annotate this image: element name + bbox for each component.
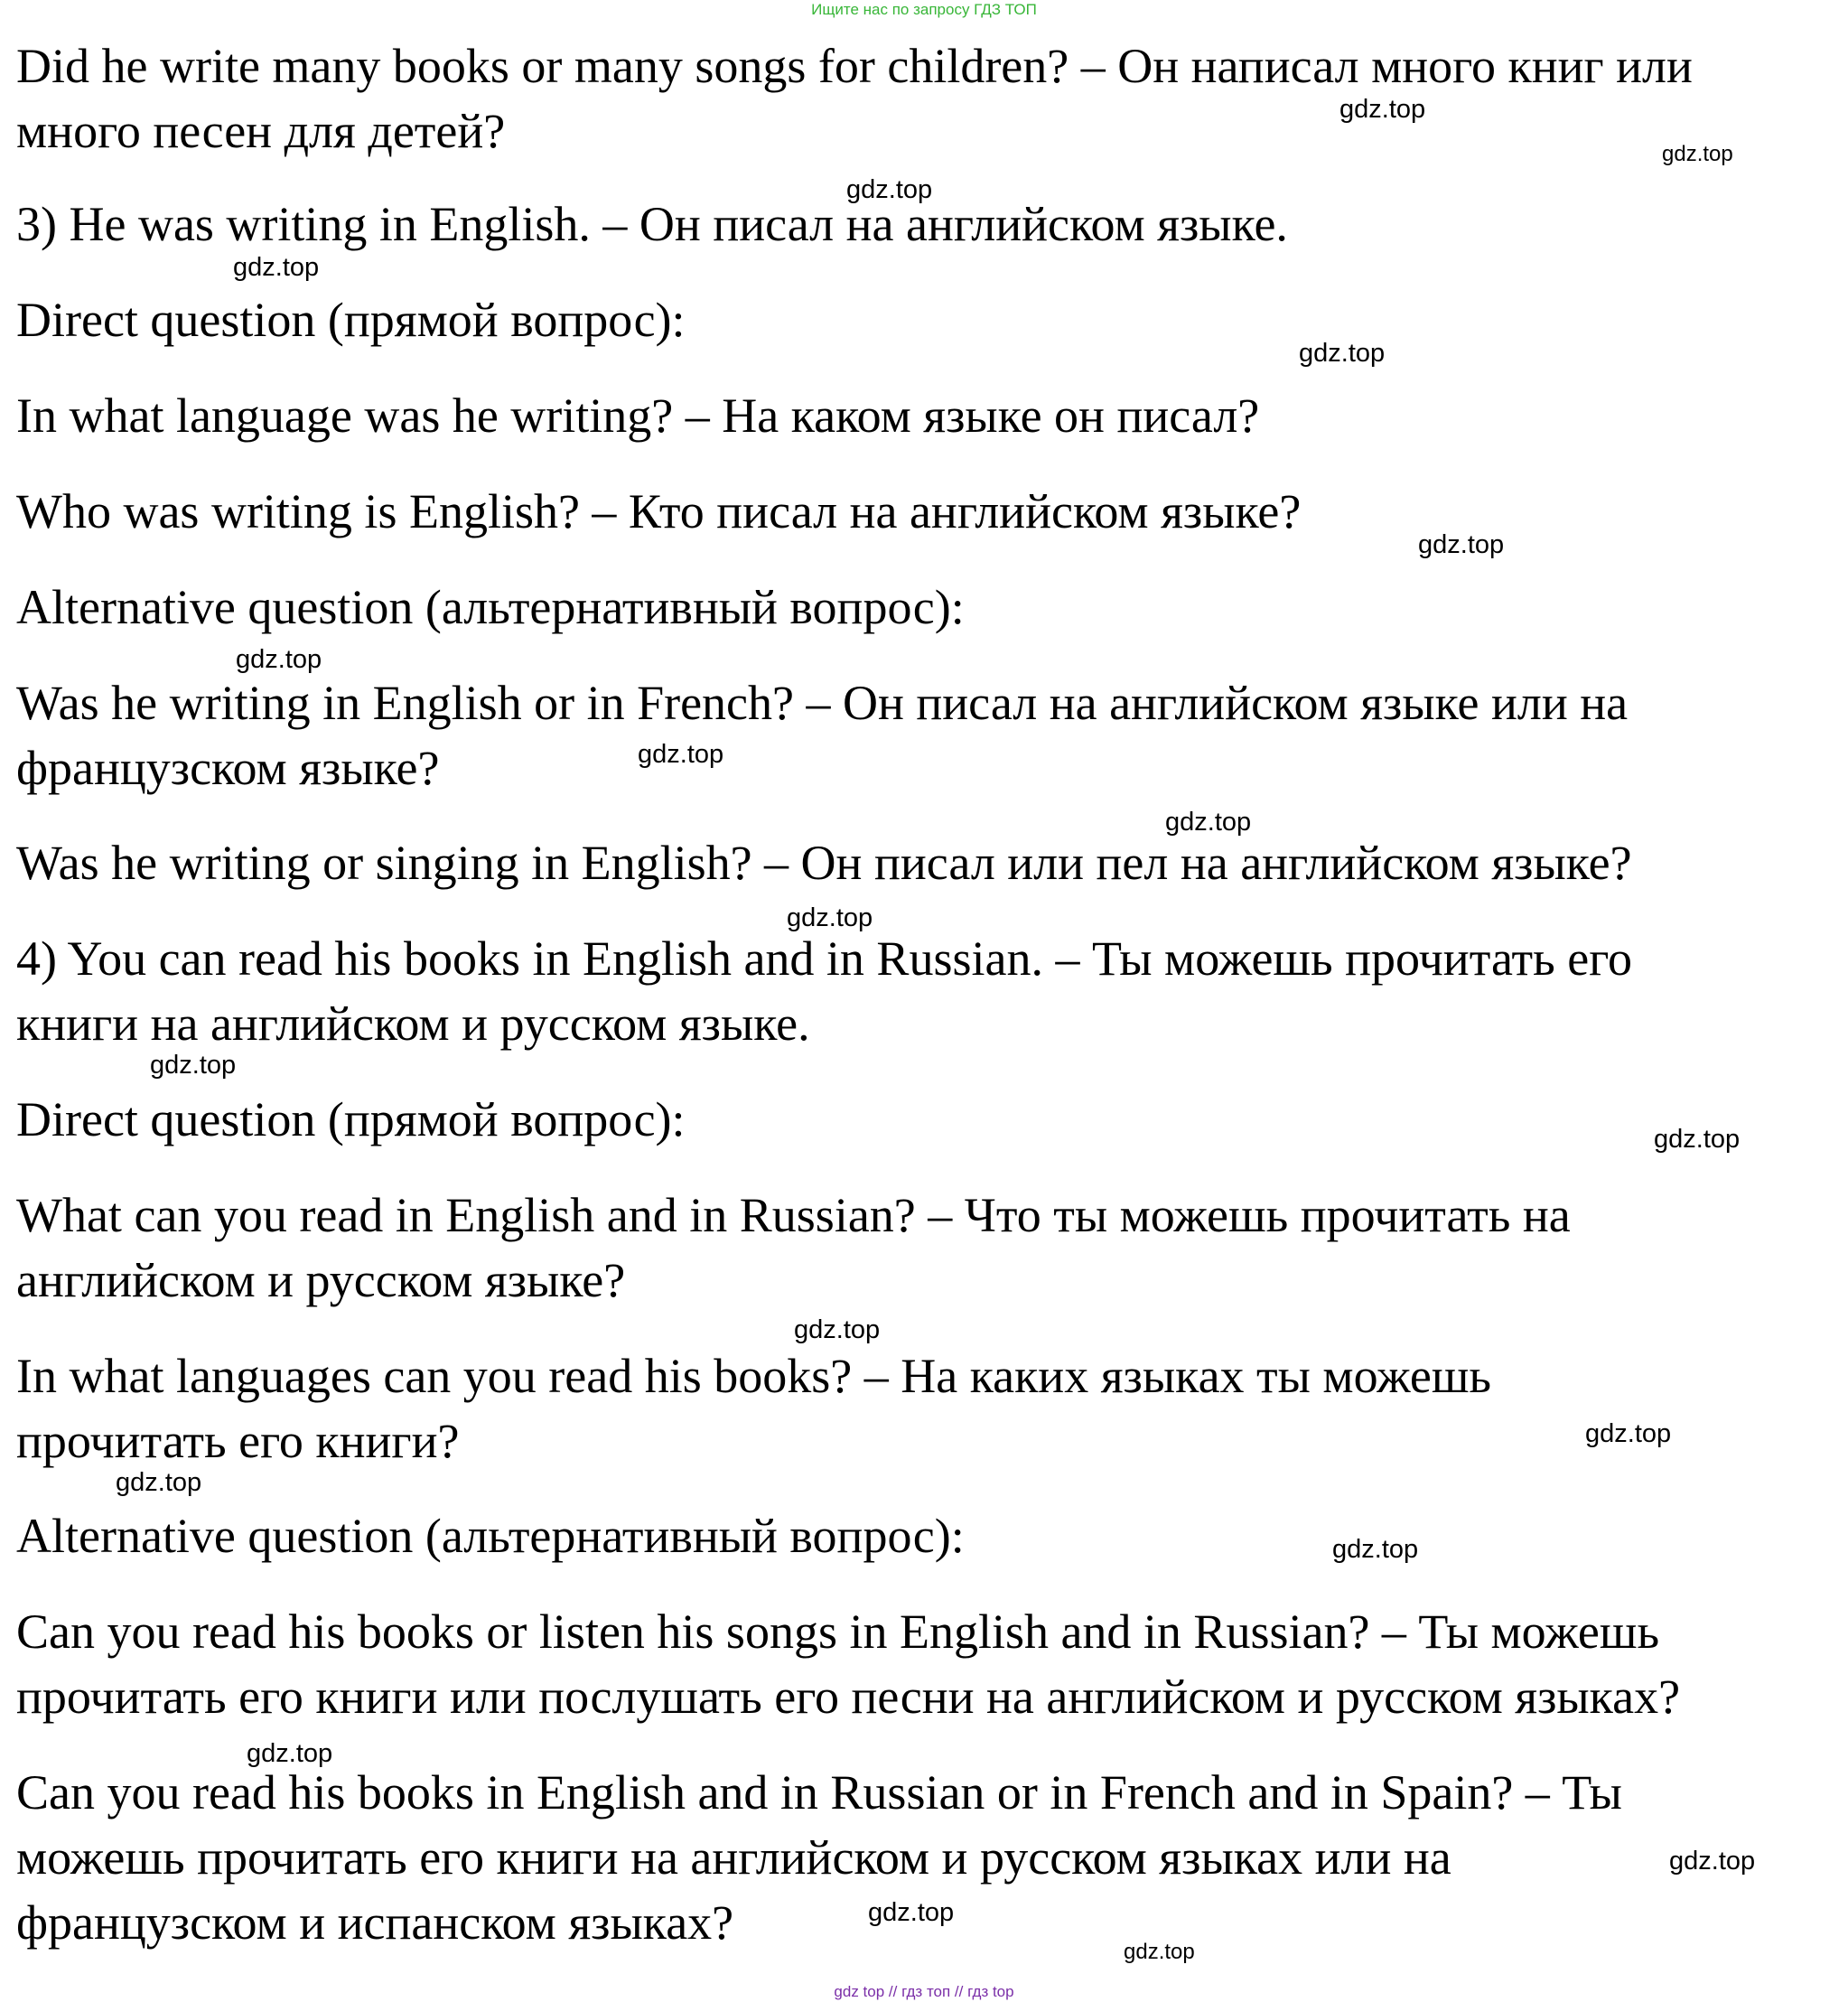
- watermark: gdz.top: [150, 1051, 237, 1080]
- paragraph-line: Who was writing is English? – Кто писал на английском языке?: [16, 484, 1302, 538]
- watermark: gdz.top: [1332, 1535, 1419, 1564]
- paragraph-4: [16, 383, 1259, 448]
- paragraph-10: [16, 1087, 686, 1152]
- paragraph-line: In what languages can you read his books? – На каких языках ты можешь: [16, 1349, 1492, 1403]
- paragraph-line: книги на английском и русском языке.: [16, 996, 810, 1051]
- paragraph-line: 4) You can read his books in English and in Russian. – Ты можешь прочитать его: [16, 931, 1633, 986]
- watermark: gdz.top: [116, 1468, 202, 1497]
- paragraph-7: [16, 670, 1628, 800]
- paragraph-line: Direct question (прямой вопрос):: [16, 293, 686, 347]
- paragraph-15: [16, 1760, 1622, 1955]
- paragraph-13: [16, 1503, 965, 1568]
- paragraph-line: можешь прочитать его книги на английском и русском языках или на: [16, 1830, 1451, 1885]
- paragraph-12: [16, 1343, 1491, 1473]
- watermark: gdz.top: [794, 1315, 881, 1344]
- paragraph-line: Did he write many books or many songs for children? – Он написал много книг или: [16, 39, 1693, 93]
- paragraph-line: 3) He was writing in English. – Он писал на английском языке.: [16, 197, 1288, 251]
- paragraph-line: прочитать его книги или послушать его песни на английском и русском языках?: [16, 1670, 1681, 1724]
- watermark: gdz.top: [1165, 808, 1252, 837]
- watermark: gdz.top: [1124, 1940, 1195, 1964]
- paragraph-9: [16, 926, 1632, 1056]
- watermark: gdz.top: [1299, 339, 1386, 368]
- paragraph-3: [16, 287, 686, 352]
- paragraph-line: французском и испанском языках?: [16, 1895, 734, 1950]
- paragraph-line: Was he writing or singing in English? – Он писал или пел на английском языке?: [16, 836, 1632, 890]
- watermark: gdz.top: [846, 175, 933, 204]
- paragraph-5: [16, 479, 1301, 544]
- paragraph-2: [16, 192, 1288, 257]
- paragraph-line: What can you read in English and in Russian? – Что ты можешь прочитать на: [16, 1188, 1571, 1242]
- watermark: gdz.top: [247, 1739, 333, 1768]
- watermark: gdz.top: [233, 253, 320, 282]
- paragraph-line: прочитать его книги?: [16, 1414, 460, 1468]
- paragraph-line: Can you read his books in English and in Russian or in French and in Spain? – Ты: [16, 1765, 1622, 1820]
- paragraph-line: Was he writing in English or in French? – Он писал на английском языке или на: [16, 676, 1629, 730]
- paragraph-line: много песен для детей?: [16, 104, 506, 158]
- paragraph-14: [16, 1599, 1680, 1729]
- paragraph-line: английском и русском языке?: [16, 1253, 626, 1307]
- watermark: gdz.top: [868, 1898, 955, 1927]
- paragraph-line: французском языке?: [16, 741, 440, 795]
- watermark: gdz.top: [787, 903, 873, 932]
- paragraph-line: Can you read his books or listen his songs in English and in Russian? – Ты можешь: [16, 1604, 1660, 1659]
- paragraph-line: Direct question (прямой вопрос):: [16, 1092, 686, 1146]
- watermark: gdz.top: [1669, 1847, 1756, 1876]
- watermark: gdz.top: [638, 740, 724, 769]
- paragraph-11: [16, 1183, 1571, 1313]
- paragraph-1: [16, 33, 1693, 164]
- watermark: gdz.top: [236, 645, 322, 674]
- footer-note: gdz top // гдз топ // гдз top: [834, 1983, 1014, 2000]
- watermark: gdz.top: [1585, 1419, 1672, 1448]
- watermark: gdz.top: [1662, 142, 1733, 166]
- paragraph-6: [16, 575, 965, 640]
- paragraph-line: Alternative question (альтернативный вопрос):: [16, 580, 965, 634]
- paragraph-line: In what language was he writing? – На каком языке он писал?: [16, 388, 1260, 443]
- header-note: Ищите нас по запросу ГДЗ ТОП: [811, 1, 1037, 18]
- paragraph-line: Alternative question (альтернативный вопрос):: [16, 1509, 965, 1563]
- watermark: gdz.top: [1418, 530, 1505, 559]
- paragraph-8: [16, 830, 1632, 895]
- watermark: gdz.top: [1339, 95, 1426, 124]
- watermark: gdz.top: [1654, 1125, 1741, 1154]
